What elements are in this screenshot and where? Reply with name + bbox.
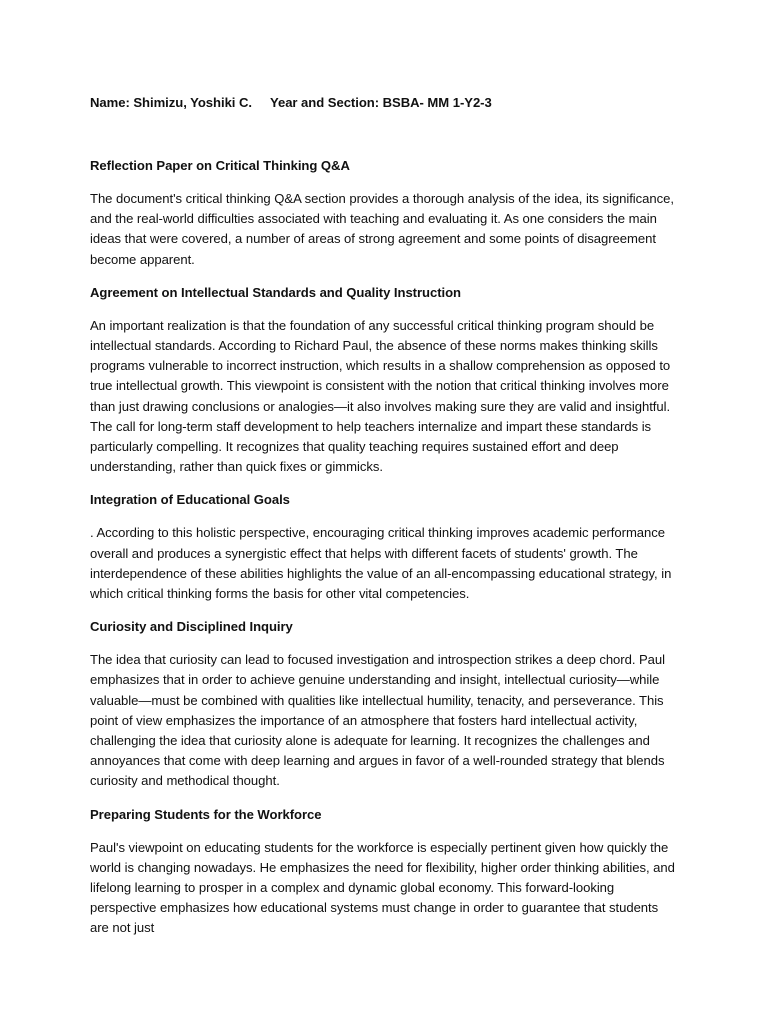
section-body-educational-goals: . According to this holistic perspective, encouraging critical thinking improves academic performance overall and produces a synergistic effect that helps with different facets of students' growth. The interdependence of these abilities highlights the value of an all-encompassing educational strategy, in which critical thinking forms the basis for other vital competencies. bbox=[90, 525, 672, 602]
section-heading-intellectual-standards: Agreement on Intellectual Standards and Quality Instruction bbox=[90, 284, 462, 300]
section-body-curiosity: The idea that curiosity can lead to focused investigation and introspection strikes a deep chord. Paul emphasizes that in order to achieve genuine understanding and insight, intellectual curiosity—while valuable—must be combined with qualities like intellectual humility, tenacity, and perseverance. This point of view emphasizes the importance of an atmosphere that fosters hard intellectual activity, challenging the idea that curiosity alone is adequate for learning. It recognizes the challenges and annoyances that come with deep learning and argues in favor of a well-rounded strategy that blends curiosity and methodical thought. bbox=[90, 652, 666, 789]
document-content bbox=[90, 93, 680, 939]
year-and-section: Year and Section: BSBA- MM 1-Y2-3 bbox=[270, 95, 492, 110]
section-heading-curiosity: Curiosity and Disciplined Inquiry bbox=[90, 619, 293, 635]
intro-paragraph: The document's critical thinking Q&A section provides a thorough analysis of the idea, its significance, and the real-world difficulties associated with teaching and evaluating it. As one considers the main ideas that were covered, a number of areas of strong agreement and some points of disagreement become apparent. bbox=[90, 191, 674, 267]
paper-title: Reflection Paper on Critical Thinking Q&A bbox=[90, 158, 350, 173]
section-heading-educational-goals: Integration of Educational Goals bbox=[90, 492, 290, 508]
section-body-intellectual-standards: An important realization is that the foundation of any successful critical thinking program should be intellectual standards. According to Richard Paul, the absence of these norms makes thinking skills programs vulnerable to incorrect instruction, which results in a shallow comprehension as opposed to true intellectual growth. This viewpoint is consistent with the notion that critical thinking involves more than just drawing conclusions or analogies—it also involves making sure they are valid and insightful. The call for long-term staff development to help teachers internalize and impart these standards is particularly compelling. It recognizes that quality teaching requires sustained effort and deep understanding, rather than quick fixes or gimmicks. bbox=[90, 317, 671, 475]
student-name: Name: Shimizu, Yoshiki C. bbox=[90, 95, 252, 110]
student-info-line bbox=[90, 93, 680, 113]
section-heading-workforce: Preparing Students for the Workforce bbox=[90, 806, 322, 822]
section-body-workforce: Paul's viewpoint on educating students for the workforce is especially pertinent given how quickly the world is changing nowadays. He emphasizes the need for flexibility, higher order thinking abilities, and lifelong learning to prosper in a complex and dynamic global economy. This forward-looking perspective emphasizes how educational systems must change in order to guarantee that students are not just bbox=[90, 839, 675, 936]
